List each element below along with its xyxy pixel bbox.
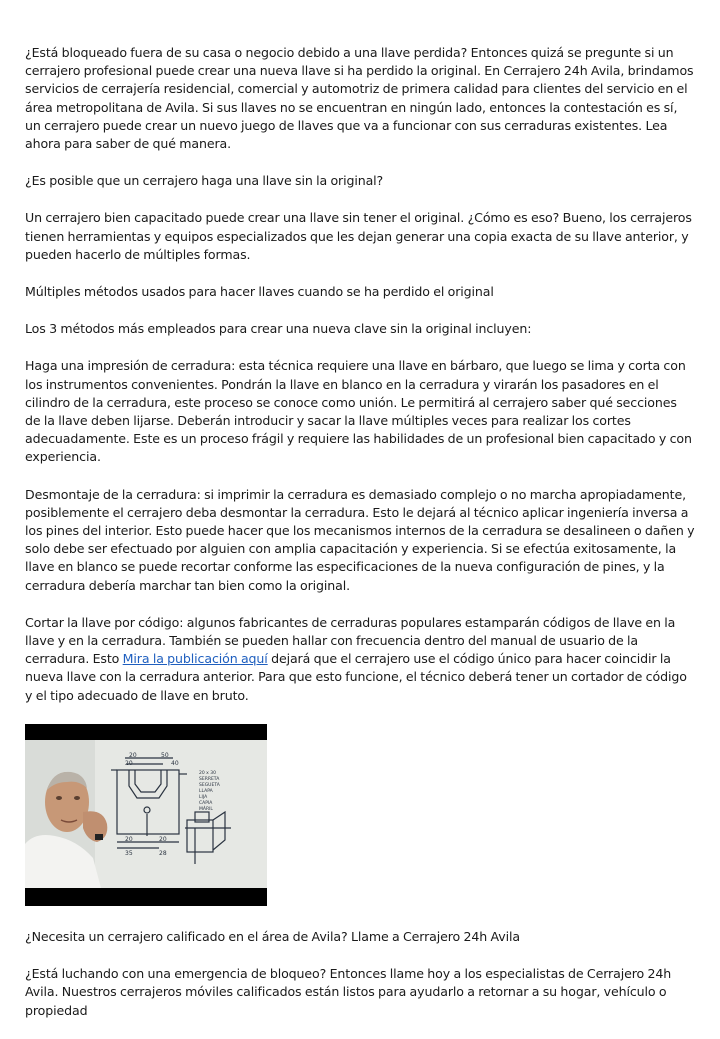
- wb-num-4: 40: [171, 759, 179, 767]
- paragraph-method-disassembly: Desmontaje de la cerradura: si imprimir la cerradura es demasiado complejo o no marcha apropiadamente, posiblemente el cerrajero deba desmontar la cerradura. Esto le dejará al técnico aplicar ingeniería inversa a los pines del interior. Esto puede hacer que los mecanismos internos de la cerradura se desalineen o dañen y solo debe ser efectuado por alguien con amplia capacitación y experiencia. Si se efectúa exitosamente, la llave en blanco se puede recortar conforme las especificaciones de la nueva configuración de pines, y la cerradura debería marchar tan bien como la original.: [25, 486, 695, 593]
- code-text-before: Cortar la llave por código: algunos fabricantes de cerraduras populares estamparán códigos de llave en la llave y en la cerradura. También se pueden hallar con frecuencia dentro del manual de usuario de la cerradura. Esto: [25, 614, 676, 667]
- article-link[interactable]: Mira la publicación aquí: [122, 651, 268, 667]
- wb-num-3: 20: [125, 759, 133, 767]
- wb-num-8: 28: [159, 849, 167, 857]
- wb-note-3: SEGUETA: [199, 782, 220, 788]
- heading-cta: ¿Necesita un cerrajero calificado en el área de Avila? Llame a Cerrajero 24h Avila: [25, 928, 520, 944]
- video-thumbnail[interactable]: [25, 724, 267, 906]
- article-body: [25, 44, 695, 1039]
- wb-num-6: 35: [125, 849, 133, 857]
- paragraph-method-code: [25, 614, 695, 705]
- wb-note-4: LLAPA: [199, 788, 213, 794]
- paragraph-method-impression: Haga una impresión de cerradura: esta técnica requiere una llave en bárbaro, que luego se lima y corta con los instrumentos convenientes. Pondrán la llave en blanco en la cerradura y virarán los pasadores en el cilindro de la cerradura, este proceso se conoce como unión. Le permitirá al cerrajero saber qué secciones de la llave deben lijarse. Deberán introducir y sacar la llave múltiples veces para realizar los cortes adecuadamente. Este es un proceso frágil y requiere las habilidades de un profesional bien capacitado y con experiencia.: [25, 358, 692, 465]
- heading-methods: Múltiples métodos usados para hacer llaves cuando se ha perdido el original: [25, 284, 494, 300]
- wb-num-1: 20: [129, 751, 137, 759]
- wb-note-2: SERRETA: [199, 776, 220, 782]
- wb-note-6: CAPIA: [199, 800, 213, 806]
- wb-note-1: 20 x 30: [199, 770, 216, 776]
- paragraph-answer: Un cerrajero bien capacitado puede crear una llave sin tener el original. ¿Cómo es eso? Bueno, los cerrajeros tienen herramientas y equipos especializados que les dejan generar una copia exacta de su llave anterior, y pueden hacerlo de múltiples formas.: [25, 210, 692, 262]
- code-text-after: dejará que el cerrajero use el código único para hacer coincidir la nueva llave con la cerradura anterior. Para que esto funcione, el técnico deberá tener un cortador de código y el tipo adecuado de llave en bruto.: [25, 651, 687, 703]
- wb-num-5: 20: [125, 835, 133, 843]
- wb-num-7: 20: [159, 835, 167, 843]
- paragraph-intro: ¿Está bloqueado fuera de su casa o negocio debido a una llave perdida? Entonces quizá se pregunte si un cerrajero profesional puede crear una nueva llave si ha perdido la original. En Cerrajero 24h Avila, brindamos servicios de cerrajería residencial, comercial y automotriz de primera calidad para clientes del servicio en el área metropolitana de Avila. Si sus llaves no se encuentran en ningún lado, entonces la contestación es sí, un cerrajero puede crear un nuevo juego de llaves que va a funcionar con sus cerraduras existentes. Lea ahora para saber de qué manera.: [25, 45, 694, 152]
- paragraph-emergency: ¿Está luchando con una emergencia de bloqueo? Entonces llame hoy a los especialistas de Cerrajero 24h Avila. Nuestros cerrajeros móviles calificados están listos para ayudarlo a retornar a su hogar, vehículo o propiedad: [25, 966, 672, 1018]
- wb-note-7: MÁRIL: [199, 806, 213, 812]
- whiteboard-scene: [25, 724, 267, 906]
- wb-num-2: 50: [161, 751, 169, 759]
- heading-question: ¿Es posible que un cerrajero haga una llave sin la original?: [25, 173, 384, 189]
- paragraph-methods-intro: Los 3 métodos más empleados para crear una nueva clave sin la original incluyen:: [25, 321, 532, 337]
- wb-note-5: LIJA: [199, 794, 208, 800]
